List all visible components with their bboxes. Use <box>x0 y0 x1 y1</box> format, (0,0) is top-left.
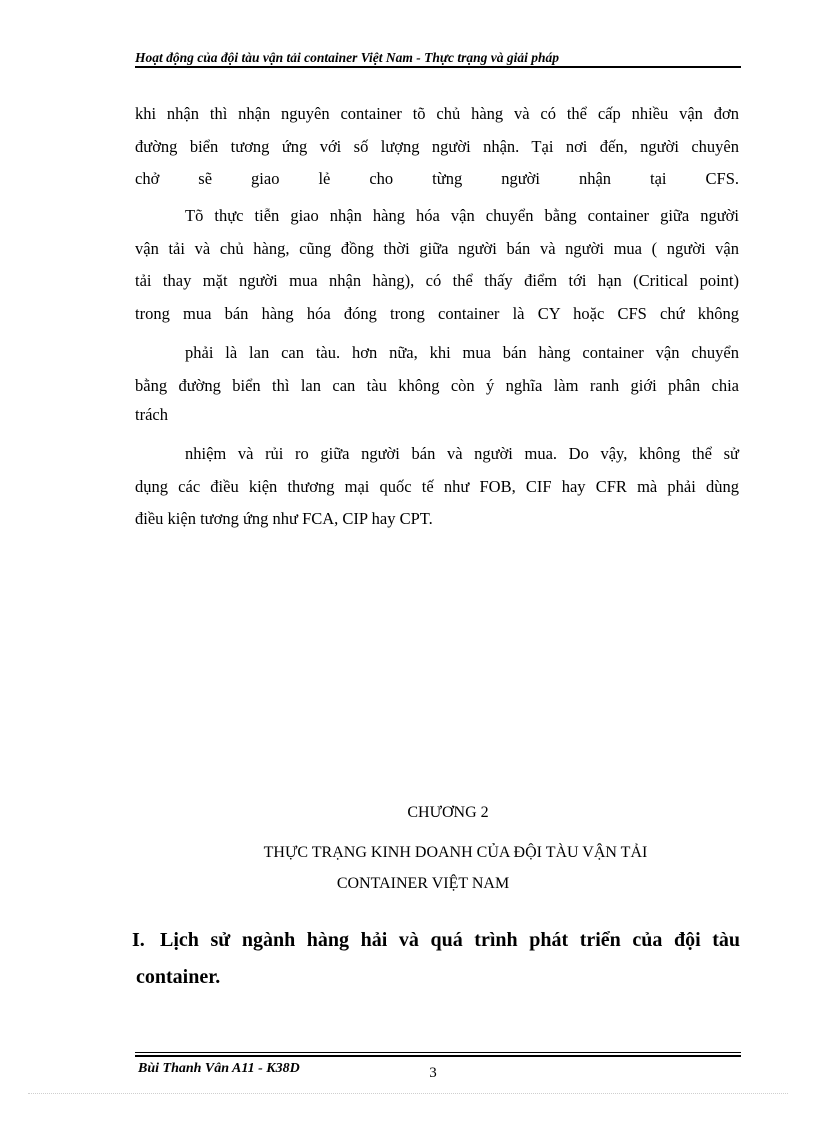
paragraph-3 <box>135 337 739 428</box>
chapter-title-line-1: THỰC TRẠNG KINH DOANH CỦA ĐỘI TÀU VẬN TẢI <box>263 844 648 861</box>
paragraph-line: dụng các điều kiện thương mại quốc tế như FOB, CIF hay CFR mà phải dùng <box>135 476 739 496</box>
paragraph-line: phải là lan can tàu. hơn nữa, khi mua bán hàng container vận chuyển <box>185 343 739 362</box>
section-number: I. <box>132 929 145 951</box>
paragraph-line: nhiệm và rủi ro giữa người bán và người mua. Do vậy, không thể sử <box>185 444 739 463</box>
running-header: Hoạt động của đội tàu vận tải container Việt Nam - Thực trạng và giải pháp <box>135 50 559 65</box>
paragraph-line: trách <box>135 405 168 424</box>
paragraph-line: tải thay mặt người mua nhận hàng), có thể thấy điểm tới hạn (Critical point) <box>135 271 739 290</box>
paragraph-line: trong mua bán hàng hóa đóng trong container là CY hoặc CFS chứ không <box>135 303 739 323</box>
page-edge-divider <box>28 1093 788 1094</box>
paragraph-line: khi nhận thì nhận nguyên container tõ chủ hàng và có thể cấp nhiều vận đơn <box>135 104 739 123</box>
section-title-line-2: container. <box>136 966 221 988</box>
paragraph-4 <box>135 438 739 536</box>
paragraph-1 <box>135 98 739 196</box>
paragraph-2 <box>135 200 739 330</box>
chapter-number: CHƯƠNG 2 <box>407 804 489 821</box>
chapter-title-line-2: CONTAINER VIỆT NAM <box>336 875 510 892</box>
footer-rule <box>135 1052 741 1053</box>
page-number: 3 <box>429 1065 437 1081</box>
paragraph-line: đường biển tương ứng với số lượng người nhận. Tại nơi đến, người chuyên <box>135 136 739 156</box>
paragraph-line: chở sẽ giao lẻ cho từng người nhận tại CFS. <box>135 169 739 188</box>
paragraph-line: bằng đường biển thì lan can tàu không còn ý nghĩa làm ranh giới phân chia <box>135 375 739 395</box>
header-rule <box>135 66 741 68</box>
paragraph-line: vận tải và chủ hàng, cũng đồng thời giữa người bán và người mua ( người vận <box>135 238 739 258</box>
footer-author: Bùi Thanh Vân A11 - K38D <box>138 1061 300 1076</box>
paragraph-line: Tõ thực tiễn giao nhận hàng hóa vận chuyển bằng container giữa người <box>185 206 739 225</box>
paragraph-line: điều kiện tương ứng như FCA, CIP hay CPT. <box>135 509 433 528</box>
footer-rule <box>135 1055 741 1057</box>
section-heading <box>132 922 740 996</box>
section-title-line-1: Lịch sử ngành hàng hải và quá trình phát triển của đội tàu <box>160 929 740 951</box>
